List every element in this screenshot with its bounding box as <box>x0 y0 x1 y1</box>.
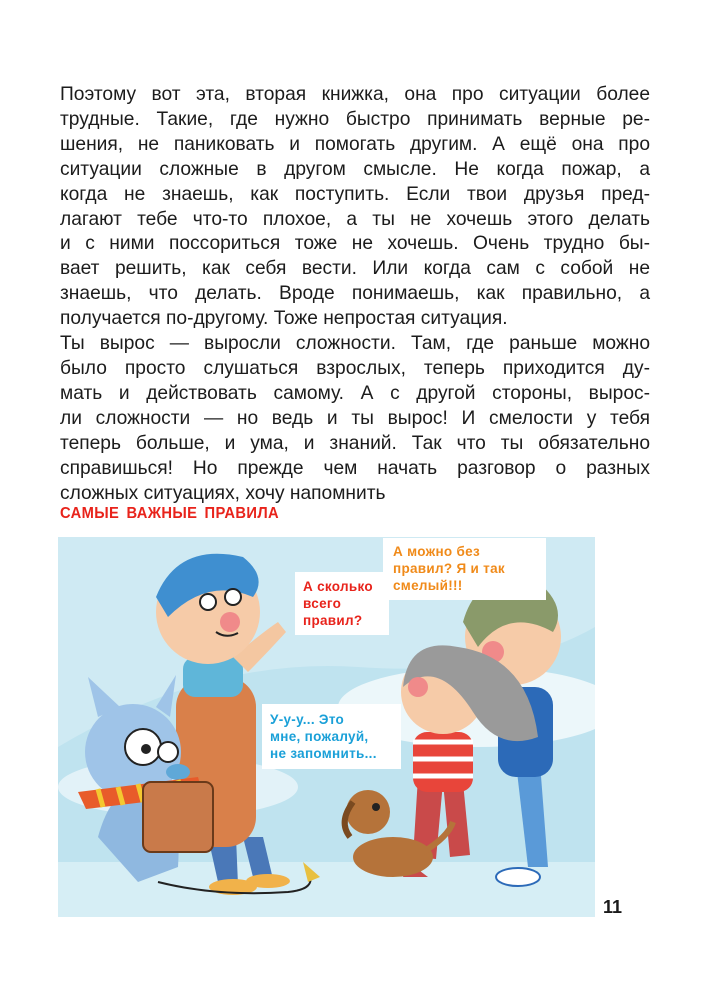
text-line: когда не знаешь, как поступить. Если твои друзья пред- <box>60 183 650 205</box>
text-line: получается по-другому. Тоже непростая ситуация. <box>60 308 508 330</box>
text-line: лагают тебе что-то плохое, а ты не хочешь этого делать <box>60 208 650 230</box>
body-paragraph <box>60 83 650 506</box>
bubble-line: мне, пожалуй, <box>270 729 369 744</box>
text-line: трудные. Такие, где нужно быстро принимать верные ре- <box>60 108 650 130</box>
page-number: 11 <box>603 897 623 917</box>
text-line: было просто слушаться взрослых, теперь приходится ду- <box>60 357 650 379</box>
text-line: мать и действовать самому. А с другой стороны, вырос- <box>60 382 650 404</box>
bubble-line: А можно без <box>393 544 480 559</box>
bubble-line: всего <box>303 596 342 611</box>
text-line: ли сложности — но ведь и ты вырос! И смелости у тебя <box>60 407 650 429</box>
bubble-line: правил? <box>303 613 363 628</box>
bubble-line: не запомнить... <box>270 746 377 761</box>
speech-bubble-blue <box>262 704 401 769</box>
speech-bubble-red <box>295 572 389 635</box>
text-line: знаешь, что делать. Вроде понимаешь, как правильно, а <box>60 283 650 305</box>
text-line: теперь больше, и ума, и знаний. Так что ты обязательно <box>60 432 650 454</box>
text-line: Ты вырос — выросли сложности. Там, где раньше можно <box>60 333 650 355</box>
text-line: и с ними поссориться тоже не хочешь. Очень трудно бы- <box>60 233 650 255</box>
bubble-line: смелый!!! <box>393 578 463 593</box>
text-line: шения, не паниковать и помогать другим. А ещё она про <box>60 133 650 155</box>
text-line: Поэтому вот эта, вторая книжка, она про ситуации более <box>60 84 650 105</box>
bubble-line: правил? Я и так <box>393 561 505 576</box>
text-line: сложных ситуациях, хочу напомнить <box>60 482 386 504</box>
text-line: ситуации сложные в другом смысле. Не когда пожар, а <box>60 158 650 180</box>
text-line: справишься! Но прежде чем начать разговор о разных <box>60 457 650 479</box>
text-line: вает решить, как себя вести. Или когда сам с собой не <box>60 258 650 280</box>
bubble-line: А сколько <box>303 579 373 594</box>
bubble-line: У-у-у... Это <box>270 712 345 727</box>
section-heading: САМЫЕ ВАЖНЫЕ ПРАВИЛА <box>60 505 280 522</box>
speech-bubble-orange <box>383 538 546 600</box>
